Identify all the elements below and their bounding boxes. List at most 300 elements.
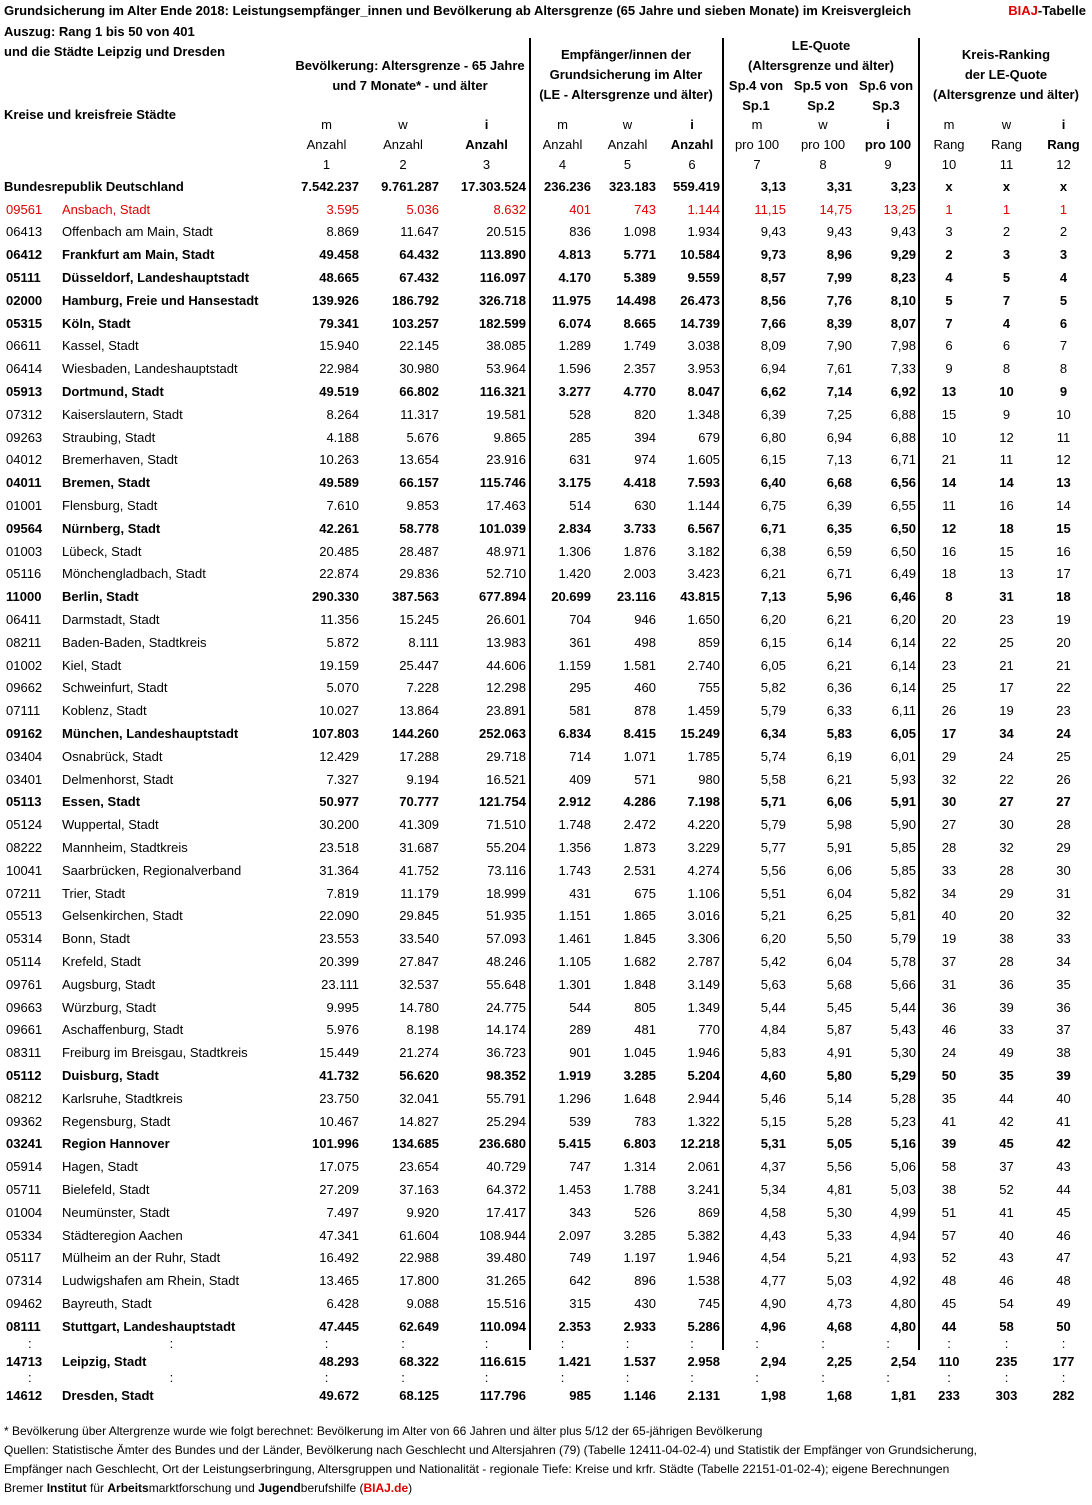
value-cell: 34 xyxy=(941,885,957,901)
footnote-sources: Quellen: Statistische Ämter des Bundes und der Länder, Bevölkerung nach Geschlecht und Altersjahren (79) (Tabelle 12411-04-02-4) und Statistik der Empfänger von Grundsicherung, xyxy=(4,1443,978,1457)
value-cell: 33 xyxy=(1056,931,1071,947)
column-header: 10 xyxy=(941,157,957,172)
value-cell: 5,90 xyxy=(890,817,916,833)
table-row xyxy=(0,1132,1092,1155)
value-cell: 6 xyxy=(945,338,953,354)
value-cell: 6,05 xyxy=(890,726,916,742)
table-row xyxy=(0,1384,1092,1407)
value-cell: 528 xyxy=(569,406,591,422)
value-cell: 44.606 xyxy=(486,657,526,673)
value-cell: 1.748 xyxy=(558,817,591,833)
value-cell: 4,94 xyxy=(890,1227,916,1243)
value-cell: 1.934 xyxy=(687,224,720,240)
value-cell: 45 xyxy=(999,1136,1014,1152)
quota-group-header xyxy=(724,36,918,76)
value-cell: 5,23 xyxy=(890,1113,916,1129)
column-header: w xyxy=(1001,117,1012,132)
value-cell: 39 xyxy=(1056,1067,1071,1083)
value-cell: 5,91 xyxy=(826,840,852,855)
value-cell: 974 xyxy=(634,452,656,468)
region-name: Frankfurt am Main, Stadt xyxy=(62,247,215,263)
value-cell: 45 xyxy=(941,1295,957,1311)
value-cell: 29 xyxy=(941,748,957,764)
value-cell: 49.519 xyxy=(319,384,359,400)
region-code: 09663 xyxy=(6,999,43,1015)
region-cell xyxy=(0,836,290,859)
value-cell: 43 xyxy=(999,1250,1014,1266)
value-cell: 12 xyxy=(941,520,957,536)
value-cell: 9.559 xyxy=(687,270,720,286)
value-cell: 1.650 xyxy=(687,612,720,628)
table-row xyxy=(0,631,1092,654)
region-cell xyxy=(0,745,290,768)
value-cell: 35 xyxy=(941,1090,957,1106)
page-title: Grundsicherung im Alter Ende 2018: Leistungsempfänger_innen und Bevölkerung ab Altersgrenze (65 Jahre und sieben Monate) im Kreisvergleich xyxy=(4,3,912,18)
recipients-group-header xyxy=(530,45,722,105)
value-cell: 30 xyxy=(1056,862,1071,878)
header-row xyxy=(0,115,1092,135)
value-cell: 55.204 xyxy=(486,840,526,855)
value-cell: 675 xyxy=(634,885,656,901)
region-name: Dortmund, Stadt xyxy=(62,384,164,400)
quota-header-line: (Altersgrenze und älter) xyxy=(748,58,894,73)
value-cell: 42 xyxy=(1056,1136,1071,1152)
value-cell: 29 xyxy=(999,885,1014,901)
value-cell: 71.510 xyxy=(486,817,526,833)
region-cell xyxy=(0,403,290,426)
value-cell: 5,82 xyxy=(760,680,786,696)
ellipsis-row xyxy=(0,1338,1092,1350)
value-cell: 22.984 xyxy=(319,361,359,377)
region-code: 01003 xyxy=(6,543,43,559)
value-cell: 23.518 xyxy=(319,840,359,855)
value-cell: 236.680 xyxy=(479,1136,526,1152)
value-cell: 4.770 xyxy=(623,384,656,400)
header-spacer xyxy=(0,115,290,135)
value-cell: 679 xyxy=(698,429,720,445)
value-cell: 6,21 xyxy=(826,657,852,673)
value-cell: 49.672 xyxy=(319,1388,359,1404)
value-cell: 21 xyxy=(1056,657,1071,673)
column-header: 2 xyxy=(399,157,407,172)
value-cell: 1.848 xyxy=(623,976,656,992)
value-cell: 6.803 xyxy=(623,1136,656,1152)
value-cell: 41.309 xyxy=(399,817,439,833)
value-cell: 3.285 xyxy=(623,1067,656,1083)
value-cell: 13 xyxy=(999,566,1014,582)
credit-part: Arbeits xyxy=(107,1481,149,1495)
value-cell: 6,71 xyxy=(760,520,786,536)
value-cell: 5,43 xyxy=(890,1022,916,1038)
value-cell: 66.802 xyxy=(399,384,439,400)
value-cell: 58 xyxy=(999,1318,1014,1334)
value-cell: 5.286 xyxy=(687,1318,720,1334)
region-code: 05513 xyxy=(6,908,43,924)
value-cell: 30.200 xyxy=(319,817,359,833)
value-cell: 5,21 xyxy=(760,908,786,924)
region-code: 10041 xyxy=(6,862,43,878)
column-header: i xyxy=(1061,117,1066,132)
value-cell: 14 xyxy=(1056,498,1071,514)
value-cell: 101.996 xyxy=(312,1136,359,1152)
value-cell: 6 xyxy=(1002,338,1011,354)
value-cell: 30 xyxy=(941,794,957,810)
table-row xyxy=(0,608,1092,631)
value-cell: 26 xyxy=(1056,771,1071,787)
value-cell: 526 xyxy=(634,1204,656,1220)
region-name: Hamburg, Freie und Hansestadt xyxy=(62,292,259,308)
column-header: Anzahl xyxy=(670,137,714,152)
region-cell xyxy=(0,950,290,973)
value-cell: 41.752 xyxy=(399,862,439,878)
value-cell: 6,80 xyxy=(760,429,786,445)
region-code: 08111 xyxy=(6,1318,41,1334)
region-cell xyxy=(0,1064,290,1087)
value-cell: 2.740 xyxy=(687,657,720,673)
value-cell: 5.036 xyxy=(406,201,439,217)
value-cell: 3.229 xyxy=(687,840,720,855)
value-cell: 5,83 xyxy=(826,726,852,742)
value-cell: 896 xyxy=(634,1273,656,1289)
value-cell: 29.836 xyxy=(399,566,439,582)
value-cell: 3 xyxy=(1059,247,1068,263)
value-cell: 4.418 xyxy=(623,475,656,491)
value-cell: 32 xyxy=(1056,908,1071,924)
value-cell: 5,79 xyxy=(890,931,916,947)
value-cell: 23.891 xyxy=(486,703,526,719)
value-cell: 859 xyxy=(698,634,720,650)
region-cell xyxy=(0,175,290,198)
value-cell: 289 xyxy=(569,1022,591,1038)
value-cell: 5,85 xyxy=(890,840,916,855)
column-header: Rang xyxy=(990,137,1023,152)
value-cell: 48.246 xyxy=(486,953,526,969)
region-cell xyxy=(0,631,290,654)
value-cell: 23.654 xyxy=(399,1159,439,1175)
value-cell: 17.463 xyxy=(486,498,526,514)
region-name: Trier, Stadt xyxy=(62,885,126,901)
value-cell: 32.537 xyxy=(399,976,439,992)
value-cell: 4,92 xyxy=(890,1273,916,1289)
value-cell: 2.933 xyxy=(623,1318,656,1334)
value-cell: 9 xyxy=(1059,384,1068,400)
value-cell: 15.516 xyxy=(486,1295,526,1311)
value-cell: 8.415 xyxy=(623,726,656,742)
value-cell: 39 xyxy=(941,1136,957,1152)
table-row xyxy=(0,1041,1092,1064)
value-cell: 31.364 xyxy=(319,862,359,878)
region-code: 05314 xyxy=(6,931,43,947)
value-cell: 17.288 xyxy=(399,748,439,764)
biaj-link[interactable]: BIAJ.de xyxy=(363,1481,409,1495)
value-cell: 6,14 xyxy=(826,634,852,650)
value-cell: 35 xyxy=(999,1067,1014,1083)
region-code: 05913 xyxy=(6,384,43,400)
value-cell: 5.415 xyxy=(558,1136,591,1152)
region-name: Region Hannover xyxy=(62,1136,170,1152)
value-cell: 1.749 xyxy=(623,338,656,354)
value-cell: 18 xyxy=(941,566,957,582)
value-cell: 1.356 xyxy=(558,840,591,855)
value-cell: 2.787 xyxy=(687,953,720,969)
region-code: 01002 xyxy=(6,657,43,673)
quota-sub-line: Sp.5 von xyxy=(793,78,849,93)
region-code: 09162 xyxy=(6,726,43,742)
table-row xyxy=(0,813,1092,836)
ellipsis-mark: : xyxy=(28,1337,32,1350)
value-cell: 1.421 xyxy=(558,1353,591,1369)
value-cell: 5 xyxy=(1002,270,1011,286)
value-cell: 2,94 xyxy=(760,1353,786,1369)
column-header: Anzahl xyxy=(383,137,423,152)
value-cell: 11 xyxy=(1056,429,1071,445)
region-code: 03404 xyxy=(6,748,43,764)
value-cell: 11,15 xyxy=(754,201,786,217)
region-code: 14713 xyxy=(6,1353,43,1369)
column-header: 3 xyxy=(482,157,491,172)
value-cell: 27 xyxy=(1056,794,1071,810)
value-cell: 16.492 xyxy=(319,1250,359,1266)
region-code: 07211 xyxy=(6,885,42,901)
value-cell: 836 xyxy=(569,224,591,240)
quota-sub-header-w xyxy=(788,76,854,116)
value-cell: 1 xyxy=(1002,201,1011,217)
value-cell: 4,68 xyxy=(826,1318,852,1334)
value-cell: 3.277 xyxy=(558,384,591,400)
value-cell: 8,09 xyxy=(760,338,786,354)
value-cell: 43 xyxy=(1056,1159,1071,1175)
region-code: 09661 xyxy=(6,1022,43,1038)
value-cell: 12 xyxy=(999,429,1014,445)
column-header: w xyxy=(622,117,633,132)
value-cell: 7,61 xyxy=(826,361,852,377)
value-cell: 23.553 xyxy=(319,931,359,947)
value-cell: 23.116 xyxy=(616,589,656,605)
table-row xyxy=(0,243,1092,266)
value-cell: 5,71 xyxy=(760,794,786,810)
region-cell xyxy=(0,677,290,700)
value-cell: 66.157 xyxy=(399,475,439,491)
value-cell: 1.106 xyxy=(687,885,720,901)
value-cell: 32 xyxy=(941,771,957,787)
value-cell: 5,34 xyxy=(760,1181,786,1197)
value-cell: 38.085 xyxy=(486,338,526,354)
value-cell: 6,36 xyxy=(826,680,852,696)
table-row xyxy=(0,335,1092,358)
value-cell: 139.926 xyxy=(312,292,359,308)
value-cell: 5,98 xyxy=(826,817,852,833)
value-cell: 315 xyxy=(569,1295,591,1311)
value-cell: 1,81 xyxy=(890,1388,916,1404)
column-header: pro 100 xyxy=(800,137,846,152)
ellipsis-mark: : xyxy=(401,1372,405,1385)
value-cell: 5,83 xyxy=(760,1045,786,1061)
value-cell: 24 xyxy=(999,748,1014,764)
value-cell: 1.314 xyxy=(623,1159,656,1175)
quota-sub-line: Sp.3 xyxy=(872,98,900,113)
value-cell: 5,28 xyxy=(890,1090,916,1106)
value-cell: 5,74 xyxy=(760,748,786,764)
value-cell: 6,20 xyxy=(760,612,786,628)
region-cell xyxy=(0,608,290,631)
region-name: Schweinfurt, Stadt xyxy=(62,680,168,696)
column-header: 8 xyxy=(819,157,827,172)
value-cell: 1.146 xyxy=(623,1388,656,1404)
value-cell: 37.163 xyxy=(399,1181,439,1197)
value-cell: 7.327 xyxy=(326,771,359,787)
value-cell: 770 xyxy=(698,1022,720,1038)
value-cell: 28.487 xyxy=(399,543,439,559)
value-cell: 677.894 xyxy=(479,589,526,605)
table-row xyxy=(0,266,1092,289)
region-name: Flensburg, Stadt xyxy=(62,498,158,514)
region-cell xyxy=(0,768,290,791)
region-cell xyxy=(0,198,290,221)
value-cell: 6,94 xyxy=(826,429,852,445)
value-cell: 31 xyxy=(999,589,1014,605)
ellipsis-mark: : xyxy=(1004,1337,1009,1350)
credit-part: für xyxy=(86,1481,108,1495)
value-cell: 1.349 xyxy=(687,999,720,1015)
table-row xyxy=(0,677,1092,700)
value-cell: 8,07 xyxy=(890,315,916,331)
value-cell: 17.075 xyxy=(319,1159,359,1175)
region-code: 14612 xyxy=(6,1388,43,1404)
value-cell: 52.710 xyxy=(486,566,526,582)
value-cell: 46 xyxy=(1056,1227,1071,1243)
value-cell: 1.682 xyxy=(623,953,656,969)
column-header: pro 100 xyxy=(864,137,912,152)
value-cell: 498 xyxy=(634,634,656,650)
credit-part: Bremer xyxy=(4,1481,47,1495)
value-cell: 40 xyxy=(941,908,957,924)
value-cell: 4,43 xyxy=(760,1227,786,1243)
value-cell: 4,84 xyxy=(760,1022,786,1038)
value-cell: 295 xyxy=(569,680,591,696)
region-code: 06412 xyxy=(6,247,43,263)
value-cell: 6,04 xyxy=(826,953,852,969)
ellipsis-cell xyxy=(0,1372,290,1384)
value-cell: 116.097 xyxy=(479,270,526,286)
value-cell: 2.834 xyxy=(558,520,591,536)
ellipsis-mark: : xyxy=(484,1372,489,1385)
value-cell: 3.285 xyxy=(623,1227,656,1243)
value-cell: 36 xyxy=(999,976,1014,992)
ellipsis-mark: : xyxy=(947,1372,951,1385)
ranking-group-header xyxy=(920,45,1092,105)
value-cell: 7 xyxy=(1059,338,1068,354)
table-row xyxy=(0,471,1092,494)
region-name: Krefeld, Stadt xyxy=(62,953,141,969)
value-cell: 5,30 xyxy=(890,1045,916,1061)
region-code: 08212 xyxy=(6,1090,43,1106)
value-cell: 13.465 xyxy=(319,1273,359,1289)
value-cell: 5,21 xyxy=(826,1250,852,1266)
value-cell: 1.453 xyxy=(558,1181,591,1197)
value-cell: 5,93 xyxy=(890,771,916,787)
table-row xyxy=(0,996,1092,1019)
value-cell: 5.382 xyxy=(687,1227,720,1243)
value-cell: 1 xyxy=(945,201,953,217)
value-cell: 233 xyxy=(938,1388,960,1404)
value-cell: 5,91 xyxy=(890,794,916,810)
region-cell xyxy=(0,1110,290,1133)
value-cell: 4.286 xyxy=(623,794,656,810)
value-cell: 7,66 xyxy=(760,315,786,331)
region-name: Offenbach am Main, Stadt xyxy=(62,224,213,240)
region-name: Leipzig, Stadt xyxy=(62,1353,147,1369)
value-cell: 431 xyxy=(569,885,591,901)
value-cell: 559.419 xyxy=(673,178,720,194)
value-cell: 107.803 xyxy=(312,726,359,742)
value-cell: 9,43 xyxy=(760,224,786,240)
column-header: Rang xyxy=(933,137,965,152)
value-cell: 2 xyxy=(1002,224,1011,240)
value-cell: 186.792 xyxy=(392,292,439,308)
recipients-header-line: (LE - Altersgrenze und älter) xyxy=(539,87,713,102)
value-cell: 8,10 xyxy=(890,292,916,308)
value-cell: 8 xyxy=(945,589,953,605)
table-row xyxy=(0,1224,1092,1247)
value-cell: 2.131 xyxy=(687,1388,720,1404)
value-cell: 113.890 xyxy=(479,247,526,263)
value-cell: 3.241 xyxy=(687,1181,720,1197)
value-cell: 11.356 xyxy=(320,612,359,628)
value-cell: 9 xyxy=(945,361,953,377)
region-code: 05112 xyxy=(6,1067,42,1083)
value-cell: 13.983 xyxy=(486,634,526,650)
credit-part: Institut xyxy=(46,1481,87,1495)
value-cell: 21 xyxy=(941,452,957,468)
value-cell: 6,35 xyxy=(826,520,852,536)
value-cell: 41 xyxy=(999,1204,1014,1220)
region-cell xyxy=(0,312,290,335)
value-cell: 14 xyxy=(999,475,1014,491)
value-cell: 8,56 xyxy=(760,292,786,308)
table-row xyxy=(0,973,1092,996)
value-cell: 26.601 xyxy=(486,612,526,628)
value-cell: 1.876 xyxy=(623,543,656,559)
value-cell: 361 xyxy=(569,634,591,650)
value-cell: 2.003 xyxy=(623,566,656,582)
value-cell: 50.977 xyxy=(319,794,359,810)
value-cell: 642 xyxy=(569,1273,591,1289)
column-header: 7 xyxy=(753,157,761,172)
region-name: Regensburg, Stadt xyxy=(62,1113,171,1129)
table-row xyxy=(0,654,1092,677)
table-row xyxy=(0,198,1092,221)
value-cell: 7,76 xyxy=(826,292,852,308)
value-cell: 714 xyxy=(569,748,591,764)
value-cell: 48.665 xyxy=(319,270,359,286)
table-row xyxy=(0,357,1092,380)
value-cell: 290.330 xyxy=(312,589,359,605)
value-cell: 12.429 xyxy=(319,748,359,764)
region-code: 05124 xyxy=(6,817,43,833)
value-cell: 6,06 xyxy=(826,794,852,810)
column-header: Rang xyxy=(1047,137,1080,152)
value-cell: 17 xyxy=(1056,566,1071,582)
value-cell: 4,77 xyxy=(760,1273,786,1289)
brand-suffix: -Tabelle xyxy=(1037,3,1086,18)
table-row xyxy=(0,722,1092,745)
region-cell xyxy=(0,426,290,449)
ellipsis-mark: : xyxy=(755,1372,759,1385)
value-cell: 6,40 xyxy=(760,475,786,491)
value-cell: 4 xyxy=(1059,270,1068,286)
ellipsis-mark: : xyxy=(947,1337,951,1350)
value-cell: 144.260 xyxy=(392,726,439,742)
